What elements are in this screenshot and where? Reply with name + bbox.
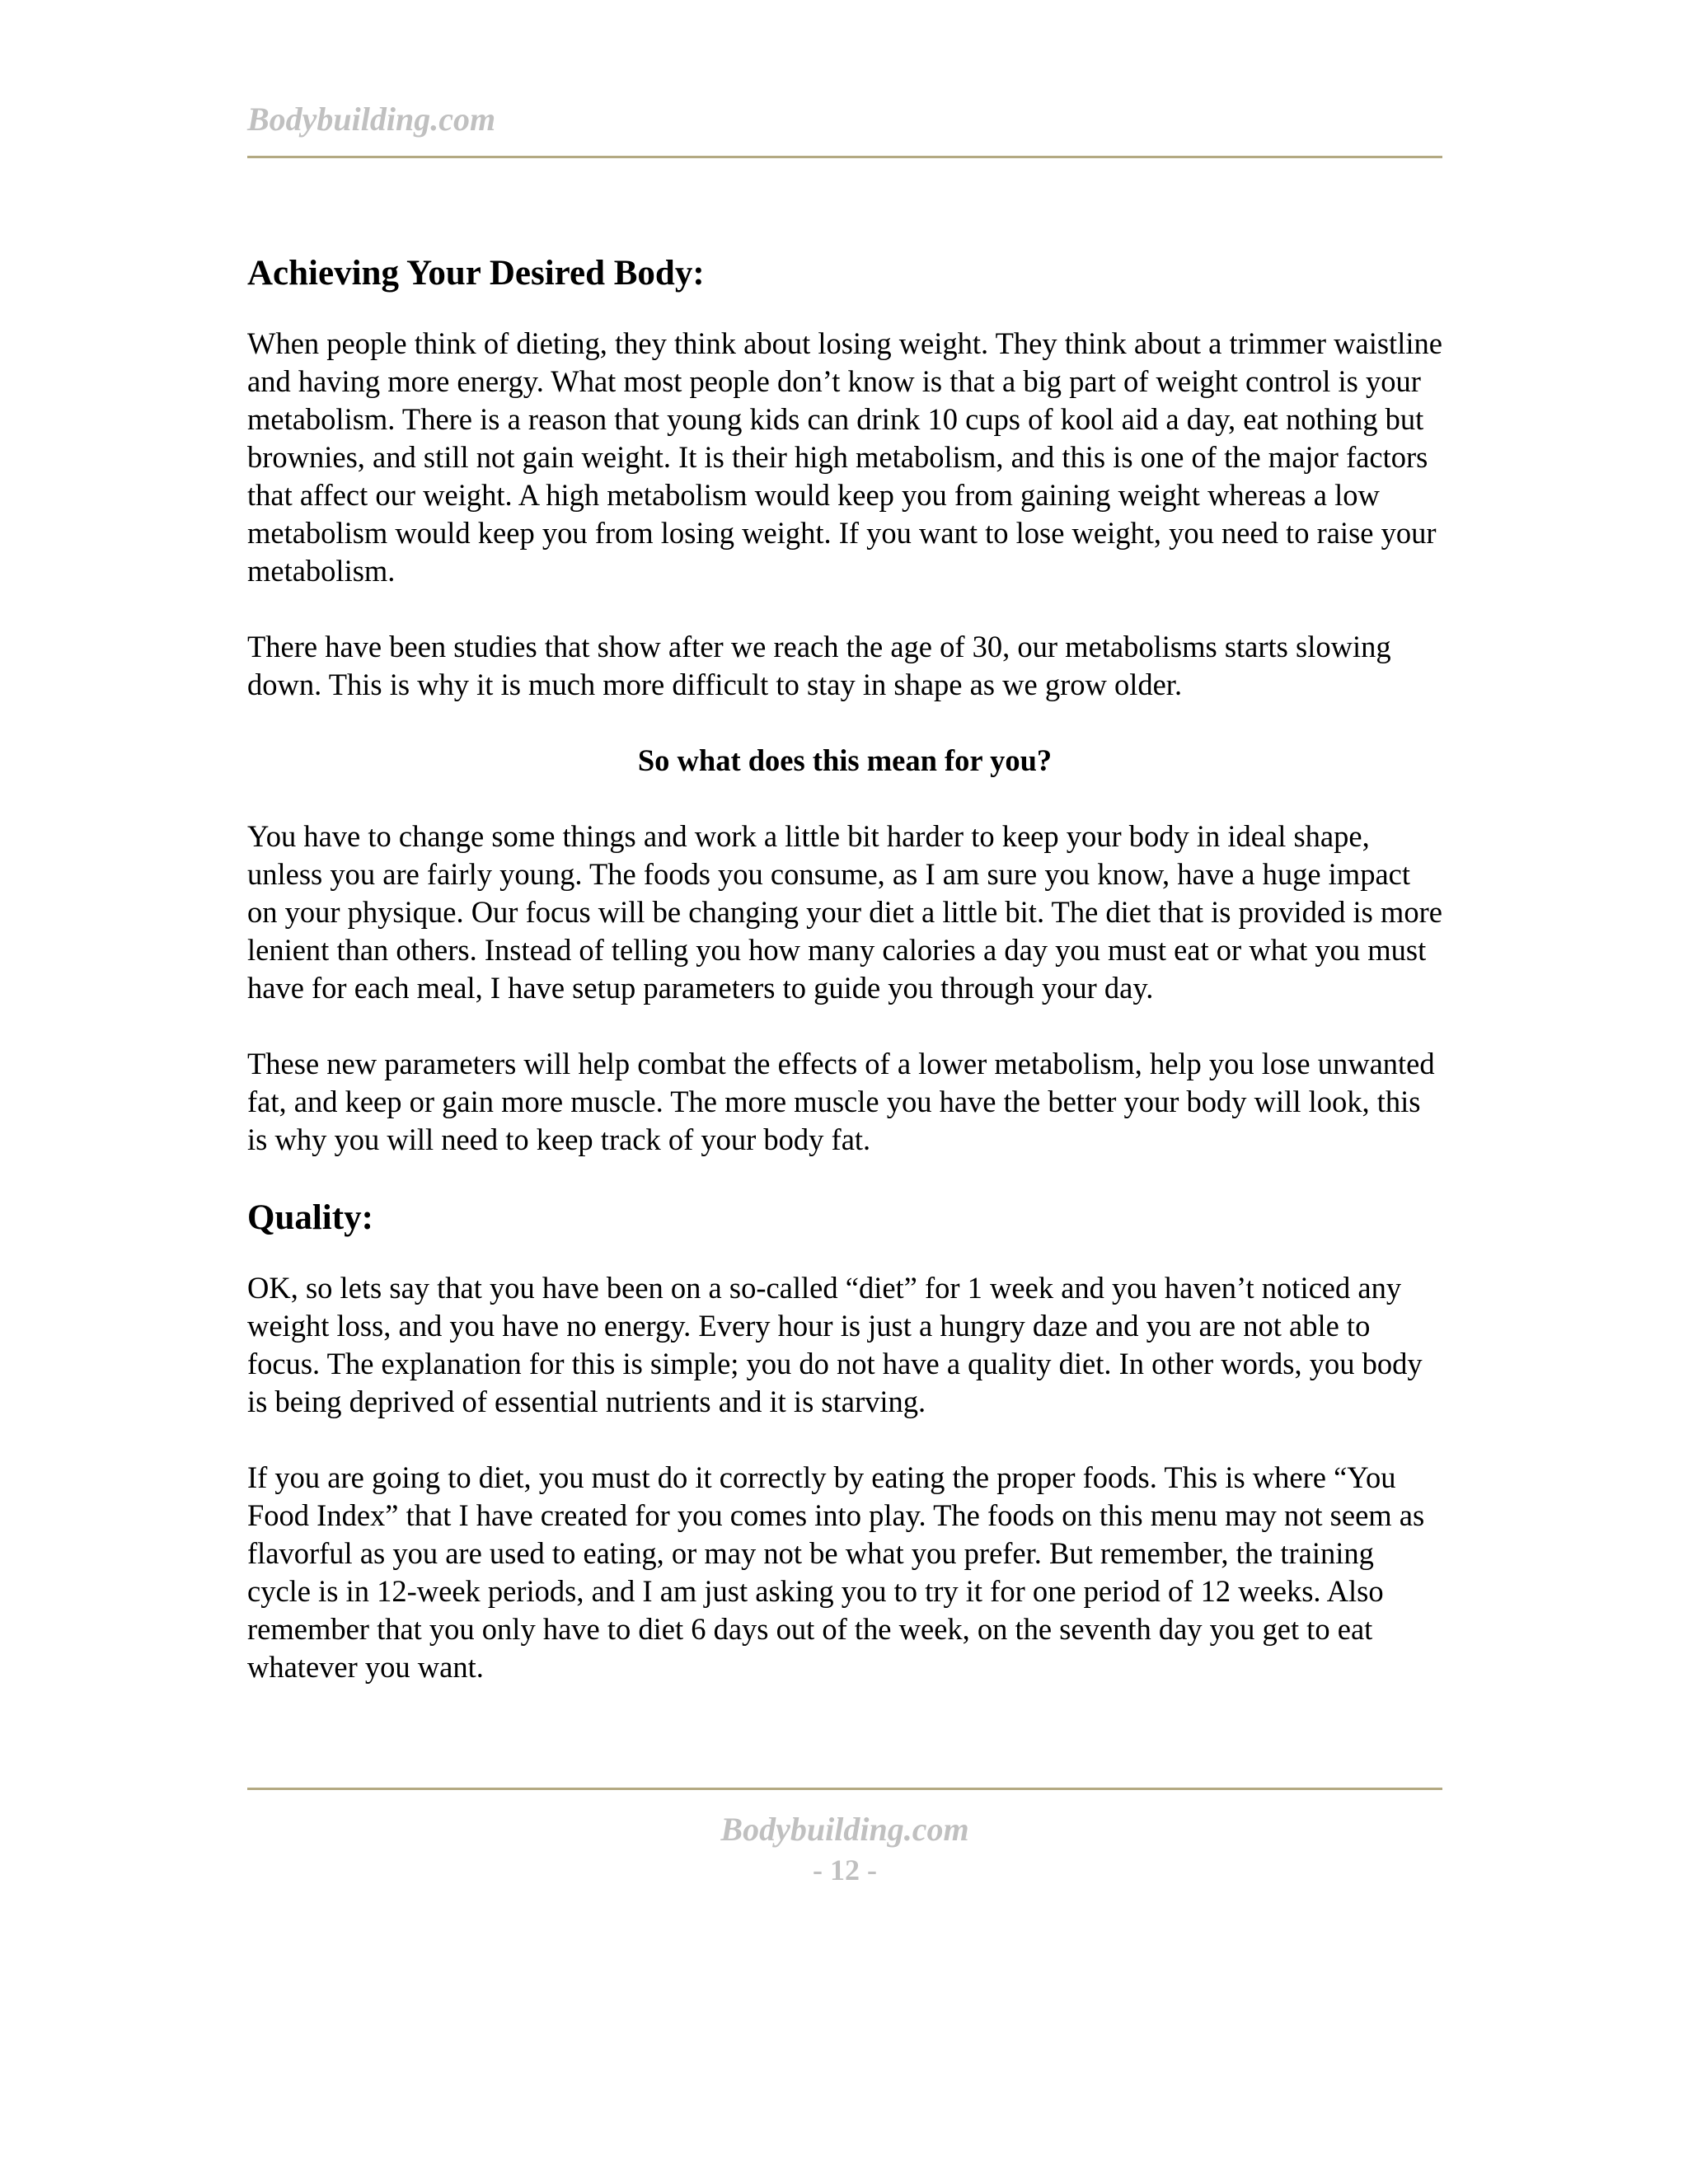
- paragraph-change-diet: You have to change some things and work a little bit harder to keep your body in ideal shape, unless you are fairly young. The foods you consume, as I am sure you know, have a huge impact on your physique. Our focus will be changing your diet a little bit. The diet that is provided is more lenient than others. Instead of telling you how many calories a day you must eat or what you must have for each meal, I have setup parameters to guide you through your day.: [247, 819, 1442, 1005]
- paragraph-food-index: If you are going to diet, you must do it correctly by eating the proper foods. This is where “You Food Index” that I have created for you comes into play. The foods on this menu may not seem as flavorful as you are used to eating, or may not be what you prefer. But remember, the training cycle is in 12-week periods, and I am just asking you to try it for one period of 12 weeks. Also remember that you only have to diet 6 days out of the week, on the seventh day you get to eat whatever you want.: [247, 1460, 1425, 1684]
- paragraph-age-30: There have been studies that show after we reach the age of 30, our metabolisms starts slowing down. This is why it is much more difficult to stay in shape as we grow older.: [247, 630, 1391, 701]
- page-body: [247, 247, 1442, 1686]
- page-number: - 12 -: [813, 1854, 877, 1886]
- paragraph-so-called-diet: OK, so lets say that you have been on a so-called “diet” for 1 week and you haven’t noticed any weight loss, and you have no energy. Every hour is just a hungry daze and you are not able to focus. The explanation for this is simple; you do not have a quality diet. In other words, you body is being deprived of essential nutrients and it is starving.: [247, 1271, 1423, 1418]
- section-heading-quality: Quality:: [247, 1198, 373, 1237]
- paragraph-new-parameters: These new parameters will help combat the effects of a lower metabolism, help you lose unwanted fat, and keep or gain more muscle. The more muscle you have the better your body will look, this is why you will need to keep track of your body fat.: [247, 1047, 1435, 1156]
- section-heading-achieving: Achieving Your Desired Body:: [247, 254, 705, 293]
- footer-divider: [247, 1788, 1442, 1790]
- header-divider: [247, 156, 1442, 158]
- footer-brand: Bodybuilding.com: [720, 1811, 969, 1848]
- subheading-what-does-this-mean: So what does this mean for you?: [637, 743, 1053, 777]
- header-brand: Bodybuilding.com: [247, 101, 496, 138]
- paragraph-metabolism: When people think of dieting, they think about losing weight. They think about a trimmer waistline and having more energy. What most people don’t know is that a big part of weight control is your metabolism. There is a reason that young kids can drink 10 cups of kool aid a day, eat nothing but brownies, and still not gain weight. It is their high metabolism, and this is one of the major factors that affect our weight. A high metabolism would keep you from gaining weight whereas a low metabolism would keep you from losing weight. If you want to lose weight, you need to raise your metabolism.: [247, 326, 1442, 588]
